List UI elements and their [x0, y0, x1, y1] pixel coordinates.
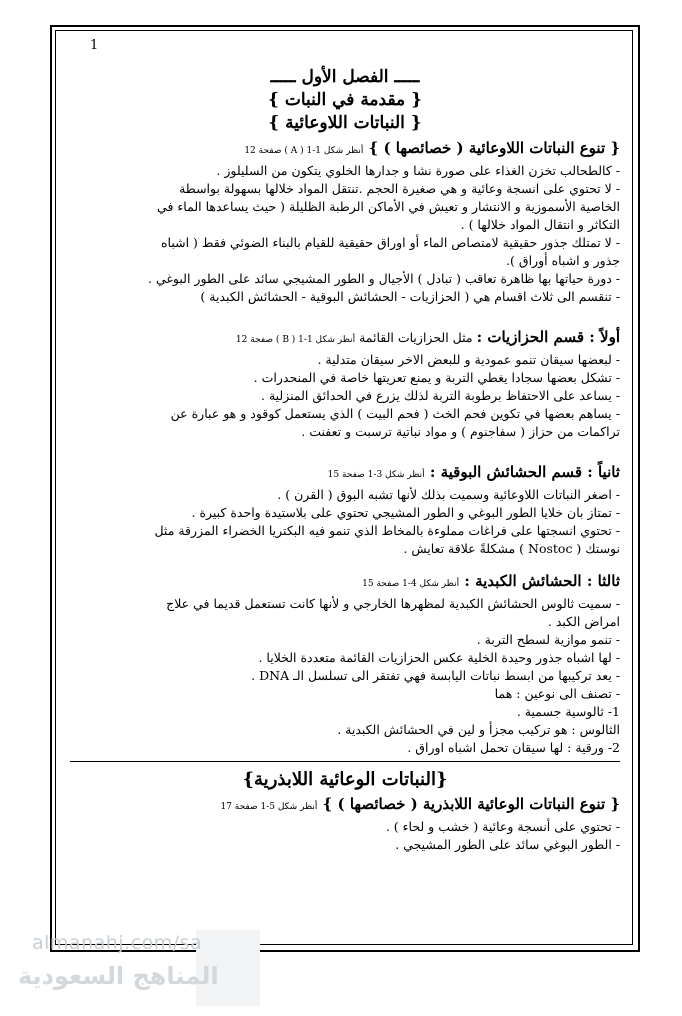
watermark-url: almanahj.com/sa	[32, 932, 203, 954]
text-line: - يعد تركيبها من ابسط نباتات اليابسة فهي تفتقر الى تسلسل الـ DNA .	[251, 668, 620, 683]
text-line: - الطور البوغي سائد على الطور المشيجي .	[395, 837, 620, 852]
figure-reference: أنظر شكل 1-1 ( B ) صفحة 12	[235, 335, 356, 345]
text-line: - تحتوي على أنسجة وعائية ( خشب و لحاء ) .	[385, 819, 620, 834]
watermark-arabic: المناهج السعودية	[18, 962, 219, 990]
text-line: الخاصية الأسموزية و الانتشار و تعيش في الأماكن الرطبة الظليلة ( حيث يساعدها الماء في	[157, 199, 620, 214]
section-heading	[70, 326, 620, 351]
section-divider	[70, 761, 620, 762]
section-heading	[70, 137, 620, 162]
figure-reference: أنظر شكل 1-1 ( A ) صفحة 12	[244, 146, 364, 156]
text-line: - كالطحالب تخزن الغذاء على صورة نشا و جدارها الخلوي يتكون من السليلوز .	[216, 163, 620, 178]
figure-reference: أنظر شكل 3-1 صفحة 15	[327, 470, 425, 480]
nonvascular-title: { النباتات اللاوعائية }	[268, 113, 422, 133]
text-line: جذور و اشباه أوراق ).	[506, 253, 620, 268]
section-heading-text: { تنوع النباتات اللاوعائية ( خصائصها ) }	[368, 139, 620, 157]
text-line: امراض الكبد .	[547, 614, 620, 629]
text-line: 1- ثالوسية جسمية .	[516, 704, 620, 719]
section-heading-text: { تنوع النباتات الوعائية اللابذرية ( خصائصها ) }	[322, 795, 620, 813]
text-line: - لها اشباه جذور وحيدة الخلية عكس الحزازيات القائمة متعددة الخلايا .	[258, 650, 620, 665]
text-line: - تنمو موازية لسطح التربة .	[476, 632, 620, 647]
text-line: - تشكل بعضها سجادا يغطي التربة و يمنع تعريتها خاصة في المنحدرات .	[253, 370, 620, 385]
section-heading-text: ثانياً : قسم الحشائش البوقية :	[429, 463, 620, 481]
document-body	[70, 66, 620, 854]
text-line: - يساهم بعضها في تكوين فحم الخث ( فحم البيت ) الذي يستعمل كوقود و هو عبارة عن	[170, 406, 620, 421]
figure-reference: أنظر شكل 4-1 صفحة 15	[362, 579, 460, 589]
text-line: التكاثر و انتقال المواد خلالها ) .	[460, 217, 620, 232]
page-number: 1	[90, 38, 99, 53]
text-line: - يساعد على الاحتفاظ برطوبة التربة لذلك يزرع في الحدائق المنزلية .	[261, 388, 620, 403]
unit-title: { مقدمة في النبات }	[267, 90, 423, 110]
text-line: - لا تمتلك جذور حقيقية لامتصاص الماء أو اوراق حقيقية للقيام بالبناء الضوئي فقط ( اشباه	[161, 235, 620, 250]
section-heading	[70, 570, 620, 595]
text-line: 2- ورقية : لها سيقان تحمل اشباه اوراق .	[407, 740, 620, 755]
vascular-seedless-title: {النباتات الوعائية اللابذرية}	[242, 769, 448, 790]
text-line: - تمتاز بان خلايا الطور البوغي و الطور المشيجي تحتوي على بلاستيدة واحدة كبيرة .	[191, 505, 620, 520]
section-inline-text: مثل الحزازيات القائمة	[355, 330, 477, 345]
text-line: - لبعضها سيقان تنمو عمودية و للبعض الاخر سيقان متدلية .	[317, 352, 620, 367]
text-line: - دورة حياتها بها ظاهرة تعاقب ( تبادل ) الأجيال و الطور المشيجي سائد على الطور البوغي .	[148, 271, 620, 286]
text-line: - لا تحتوي على انسجة وعائية و هي صغيرة الحجم .تنتقل المواد خلالها بسهولة بواسطة	[179, 181, 620, 196]
section-heading-text: أولاً : قسم الحزازيات :	[476, 328, 620, 346]
text-line: تراكمات من حزاز ( سفاجنوم ) و مواد نباتية ترسبت و تعفنت .	[301, 424, 620, 439]
text-line: - تحتوي انسجتها على فراغات مملوءة بالمخاط الذي تنمو فيه البكتريا الخضراء المزرقة مثل	[154, 523, 620, 538]
text-line: نوستك ( Nostoc ) مشكلةً علاقة تعايش .	[403, 541, 620, 556]
figure-reference: أنظر شكل 5-1 صفحة 17	[220, 802, 318, 812]
text-line: الثالوس : هو تركيب مجزأ و لين في الحشائش الكبدية .	[337, 722, 620, 737]
text-line: - سميت ثالوس الحشائش الكبدية لمظهرها الخارجي و لأنها كانت تستعمل قديما في علاج	[166, 596, 620, 611]
section-heading	[70, 461, 620, 486]
section-heading	[70, 793, 620, 818]
text-line: - تصنف الى نوعين : هما	[494, 686, 620, 701]
section-heading-text: ثالثا : الحشائش الكبدية :	[464, 572, 620, 590]
text-line: - تنقسم الى ثلاث اقسام هي ( الحزازيات - الحشائش البوقية - الحشائش الكبدية )	[200, 289, 620, 304]
chapter-title: ـــــ الفصل الأول ـــــ	[270, 67, 420, 87]
text-line: - اصغر النباتات اللاوعائية وسميت بذلك لأنها تشبه البوق ( القرن ) .	[277, 487, 620, 502]
